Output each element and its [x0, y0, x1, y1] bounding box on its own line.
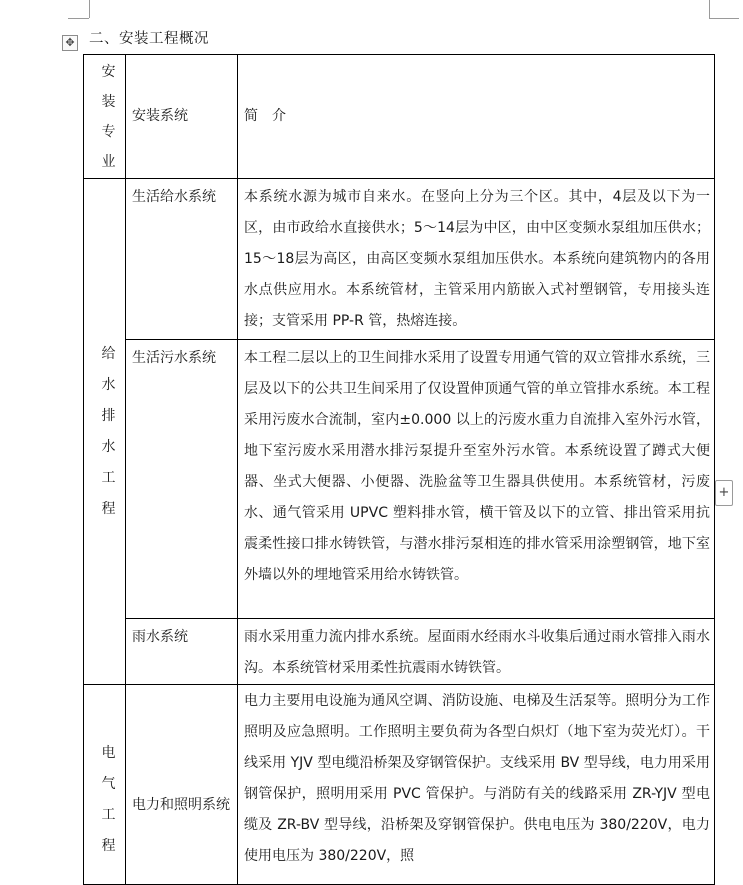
system-label: 生活给水系统 — [132, 189, 216, 205]
table-move-handle-icon[interactable]: ✥ — [62, 35, 78, 51]
discipline-label: 给水排水工程 — [101, 345, 116, 517]
table-row — [84, 340, 715, 619]
installation-overview-table — [83, 54, 715, 885]
header-cell-description — [238, 55, 715, 179]
page-corner-mark — [68, 18, 89, 19]
system-label: 雨水系统 — [132, 629, 188, 645]
page-corner-mark — [709, 0, 710, 18]
description-cell — [238, 619, 715, 685]
description-cell — [238, 340, 715, 619]
section-heading: 二、安装工程概况 — [89, 31, 209, 47]
table-row — [84, 619, 715, 685]
system-cell — [126, 619, 238, 685]
add-column-icon[interactable]: + — [715, 480, 733, 506]
table-row — [84, 685, 715, 885]
system-cell — [126, 685, 238, 885]
header-system-label: 安装系统 — [132, 108, 188, 124]
description-text: 电力主要用电设施为通风空调、消防设施、电梯及生活泵等。照明分为工作照明及应急照明。工作照明主要负荷为各型白炽灯（地下室为荧光灯）。干线采用 YJV 型电缆沿桥架及穿钢管保护。支线采用 BV 型导线，电力用采用钢管保护，照明用采用 PVC 管保护。与消防有关的线路采用 ZR-YJV 型电缆及 ZR-BV 型导线，沿桥架及穿钢管保护。供电电压为 380/220V，电力使用电压为 380/220V，照 — [244, 693, 710, 864]
table-header-row — [84, 55, 715, 179]
system-cell — [126, 179, 238, 340]
table-row — [84, 179, 715, 340]
description-text: 本工程二层以上的卫生间排水采用了设置专用通气管的双立管排水系统，三层及以下的公共卫生间采用了仅设置伸顶通气管的单立管排水系统。本工程采用污废水合流制，室内±0.000 以上的污废水重力自流排入室外污水管，地下室污废水采用潜水排污泵提升至室外污水管。本系统设置了蹲式大便器、坐式大便器、小便器、洗脸盆等卫生器具供使用。本系统管材，污废水、通气管采用 UPVC 塑料排水管，横干管及以下的立管、排出管采用抗震柔性接口排水铸铁管，与潜水排污泵相连的排水管采用涂塑钢管，地下室外墙以外的埋地管采用给水铸铁管。 — [244, 350, 710, 583]
header-description-label: 简 介 — [244, 108, 286, 124]
header-cell-system — [126, 55, 238, 179]
description-text: 雨水采用重力流内排水系统。屋面雨水经雨水斗收集后通过雨水管排入雨水沟。本系统管材采用柔性抗震雨水铸铁管。 — [244, 629, 710, 676]
discipline-cell-electrical — [84, 685, 126, 885]
system-cell — [126, 340, 238, 619]
page-corner-mark — [89, 0, 90, 18]
description-cell — [238, 179, 715, 340]
system-label: 电力和照明系统 — [132, 796, 230, 813]
header-cell-discipline — [84, 55, 126, 179]
page-corner-mark — [709, 18, 739, 19]
description-text: 本系统水源为城市自来水。在竖向上分为三个区。其中，4层及以下为一区，由市政给水直接供水；5～14层为中区，由中区变频水泵组加压供水；15～18层为高区，由高区变频水泵组加压供水。本系统向建筑物内的各用水点供应用水。本系统管材，主管采用内筋嵌入式衬塑钢管，专用接头连接；支管采用 PP-R 管，热熔连接。 — [244, 189, 710, 329]
discipline-cell-water — [84, 179, 126, 685]
system-label: 生活污水系统 — [132, 350, 216, 366]
header-discipline-label: 安装专业 — [101, 63, 116, 170]
description-cell — [238, 685, 715, 885]
discipline-label: 电气工程 — [101, 744, 116, 854]
